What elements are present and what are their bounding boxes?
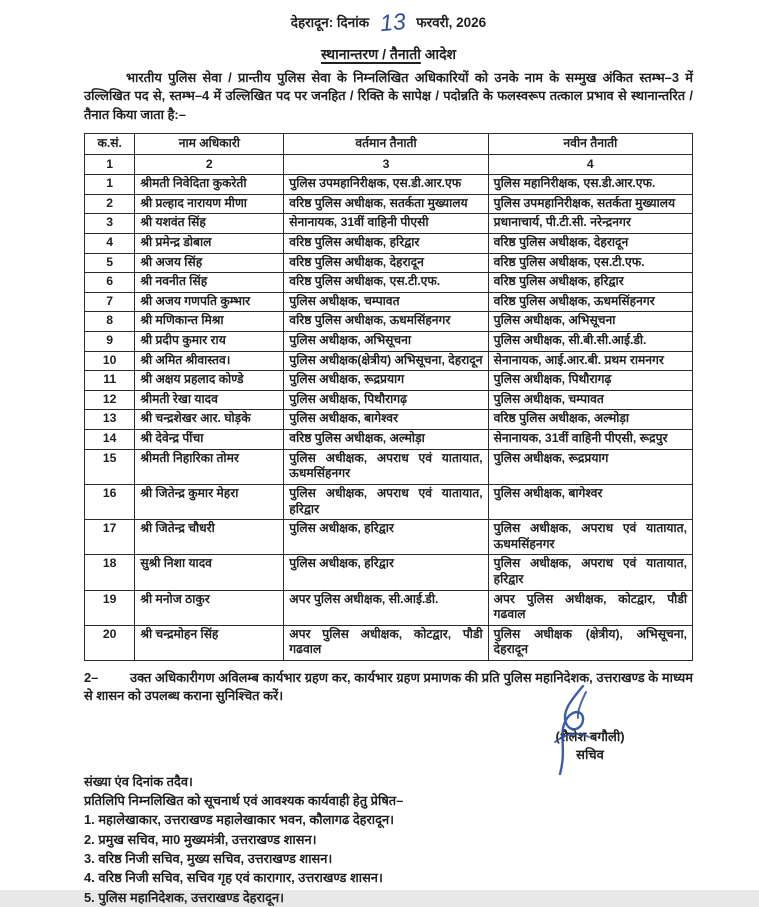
cell-new-posting: पुलिस अधीक्षक, बागेश्वर <box>488 484 692 519</box>
cell-new-posting: पुलिस अधीक्षक, पिथौरागढ़ <box>488 371 692 391</box>
cell-new-posting: पुलिस महानिरीक्षक, एस.डी.आर.एफ. <box>488 175 692 195</box>
cell-current-posting: पुलिस अधीक्षक, चम्पावत <box>284 292 488 312</box>
cell-officer-name: श्री अमित श्रीवास्तव। <box>135 351 284 371</box>
column-header-new: नवीन तैनाती <box>488 133 692 154</box>
cell-new-posting: सेनानायक, आई.आर.बी. प्रथम रामनगर <box>488 351 692 371</box>
cell-officer-name: श्री अक्षय प्रहलाद कोण्डे <box>135 371 284 391</box>
recipient-item: 5. पुलिस महानिदेशक, उत्तराखण्ड देहरादून। <box>84 889 284 905</box>
cell-current-posting: सेनानायक, 31वीं वाहिनी पीएसी <box>284 214 488 234</box>
cell-serial: 16 <box>85 484 135 519</box>
cell-current-posting: वरिष्ठ पुलिस अधीक्षक, देहरादून <box>284 253 488 273</box>
copy-forward-heading: प्रतिलिपि निम्नलिखित को सूचनार्थ एवं आवश्यक कार्यवाही हेतु प्रेषित– <box>84 792 404 808</box>
cell-new-posting: अपर पुलिस अधीक्षक, कोटद्वार, पौडी गढवाल <box>488 590 692 625</box>
header-row-labels <box>85 133 693 154</box>
table-row <box>85 233 693 253</box>
table-row <box>85 273 693 293</box>
cell-officer-name: श्री प्रल्हाद नारायण मीणा <box>135 194 284 214</box>
cell-serial: 3 <box>85 214 135 234</box>
cell-current-posting: पुलिस अधीक्षक, अभिसूचना <box>284 332 488 352</box>
cell-current-posting: पुलिस अधीक्षक, अपराध एवं यातायात, हरिद्वार <box>284 484 488 519</box>
cell-serial: 7 <box>85 292 135 312</box>
header-row-numbers <box>85 154 693 175</box>
cell-current-posting: वरिष्ठ पुलिस अधीक्षक, सतर्कता मुख्यालय <box>284 194 488 214</box>
cell-new-posting: वरिष्ठ पुलिस अधीक्षक, एस.टी.एफ. <box>488 253 692 273</box>
cell-officer-name: श्री देवेन्द्र पींचा <box>135 430 284 450</box>
cell-current-posting: पुलिस अधीक्षक, हरिद्वार <box>284 555 488 590</box>
table-row <box>85 390 693 410</box>
cell-officer-name: श्री अजय सिंह <box>135 253 284 273</box>
column-number-2: 2 <box>135 154 284 175</box>
cell-new-posting: वरिष्ठ पुलिस अधीक्षक, ऊधमसिंहनगर <box>488 292 692 312</box>
cell-new-posting: पुलिस अधीक्षक, रूद्रप्रयाग <box>488 449 692 484</box>
table-row <box>85 625 693 660</box>
table-row <box>85 484 693 519</box>
cell-new-posting: पुलिस अधीक्षक, अभिसूचना <box>488 312 692 332</box>
cell-officer-name: श्री मणिकान्त मिश्रा <box>135 312 284 332</box>
cell-current-posting: अपर पुलिस अधीक्षक, सी.आई.डी. <box>284 590 488 625</box>
cell-current-posting: पुलिस उपमहानिरीक्षक, एस.डी.आर.एफ <box>284 175 488 195</box>
number-date-note: संख्या एंव दिनांक तदैव। <box>84 773 193 789</box>
table-row <box>85 371 693 391</box>
cell-new-posting: वरिष्ठ पुलिस अधीक्षक, देहरादून <box>488 233 692 253</box>
cell-serial: 13 <box>85 410 135 430</box>
cell-new-posting: वरिष्ठ पुलिस अधीक्षक, हरिद्वार <box>488 273 692 293</box>
table-row <box>85 175 693 195</box>
column-header-current: वर्तमान तैनाती <box>284 133 488 154</box>
column-number-1: 1 <box>85 154 135 175</box>
table-body <box>85 175 693 661</box>
cell-officer-name: श्री नवनीत सिंह <box>135 273 284 293</box>
cell-new-posting: पुलिस अधीक्षक (क्षेत्रीय), अभिसूचना, देहरादून <box>488 625 692 660</box>
cell-officer-name: श्री प्रदीप कुमार राय <box>135 332 284 352</box>
cell-officer-name: सुश्री निशा यादव <box>135 555 284 590</box>
table-row <box>85 194 693 214</box>
cell-current-posting: पुलिस अधीक्षक, अपराध एवं यातायात, ऊधमसिंहनगर <box>284 449 488 484</box>
cell-serial: 4 <box>85 233 135 253</box>
document-title-rest: आदेश <box>420 46 457 62</box>
cell-serial: 15 <box>85 449 135 484</box>
cell-serial: 5 <box>85 253 135 273</box>
recipient-item: 3. वरिष्ठ निजी सचिव, मुख्य सचिव, उत्तराखण्ड शासन। <box>84 851 333 867</box>
cell-new-posting: पुलिस उपमहानिरीक्षक, सतर्कता मुख्यालय <box>488 194 692 214</box>
intro-paragraph: भारतीय पुलिस सेवा / प्रान्तीय पुलिस सेवा के निम्नलिखित अधिकारियों को उनके नाम के सम्मुख अंकित स्तम्भ–3 में उल्लिखित पद से, स्तम्भ–4 में उल्लिखित पद पर जनहित / रिक्ति के सापेक्ष / पदोन्नति के फलस्वरूप तत्काल प्रभाव से स्थानान्तरित / तैनात किया जाता है:– <box>84 70 693 122</box>
cell-serial: 14 <box>85 430 135 450</box>
cell-officer-name: श्री अजय गणपति कुम्भार <box>135 292 284 312</box>
cell-officer-name: श्री जितेन्द्र चौधरी <box>135 520 284 555</box>
cell-officer-name: श्रीमती निहारिका तोमर <box>135 449 284 484</box>
cell-serial: 20 <box>85 625 135 660</box>
table-row <box>85 449 693 484</box>
cell-serial: 10 <box>85 351 135 371</box>
table-row <box>85 253 693 273</box>
cell-serial: 6 <box>85 273 135 293</box>
signature-block <box>505 728 675 766</box>
cell-officer-name: श्रीमती निवेदिता कुकरेती <box>135 175 284 195</box>
cell-serial: 19 <box>85 590 135 625</box>
cell-officer-name: श्री मनोज ठाकुर <box>135 590 284 625</box>
document-title-underlined: स्थानान्तरण / तैनाती <box>320 46 421 62</box>
document-title <box>84 45 693 64</box>
table-row <box>85 312 693 332</box>
column-header-serial: क.सं. <box>85 133 135 154</box>
order-paragraph <box>84 669 693 706</box>
cell-serial: 8 <box>85 312 135 332</box>
cell-new-posting: पुलिस अधीक्षक, अपराध एवं यातायात, ऊधमसिंहनगर <box>488 520 692 555</box>
column-header-name: नाम अधिकारी <box>135 133 284 154</box>
table-row <box>85 410 693 430</box>
cell-current-posting: पुलिस अधीक्षक(क्षेत्रीय) अभिसूचना, देहरादून <box>284 351 488 371</box>
cell-new-posting: पुलिस अधीक्षक, सी.बी.सी.आई.डी. <box>488 332 692 352</box>
signature-area <box>84 706 693 772</box>
cell-current-posting: पुलिस अधीक्षक, बागेश्वर <box>284 410 488 430</box>
cell-current-posting: वरिष्ठ पुलिस अधीक्षक, हरिद्वार <box>284 233 488 253</box>
cell-new-posting: वरिष्ठ पुलिस अधीक्षक, अल्मोड़ा <box>488 410 692 430</box>
table-row <box>85 555 693 590</box>
cell-serial: 11 <box>85 371 135 391</box>
date-suffix: फरवरी, 2026 <box>416 15 487 30</box>
table-row <box>85 351 693 371</box>
cell-officer-name: श्रीमती रेखा यादव <box>135 390 284 410</box>
cell-current-posting: वरिष्ठ पुलिस अधीक्षक, एस.टी.एफ. <box>284 273 488 293</box>
cell-new-posting: पुलिस अधीक्षक, अपराध एवं यातायात, हरिद्वार <box>488 555 692 590</box>
table-row <box>85 332 693 352</box>
cell-current-posting: अपर पुलिस अधीक्षक, कोटद्वार, पौडी गढवाल <box>284 625 488 660</box>
cell-serial: 12 <box>85 390 135 410</box>
cell-serial: 1 <box>85 175 135 195</box>
cell-current-posting: पुलिस अधीक्षक, रूद्रप्रयाग <box>284 371 488 391</box>
cell-serial: 18 <box>85 555 135 590</box>
table-row <box>85 430 693 450</box>
table-row <box>85 214 693 234</box>
cell-current-posting: वरिष्ठ पुलिस अधीक्षक, अल्मोड़ा <box>284 430 488 450</box>
cell-officer-name: श्री जितेन्द्र कुमार मेहरा <box>135 484 284 519</box>
table-row <box>85 292 693 312</box>
cell-officer-name: श्री यशवंत सिंह <box>135 214 284 234</box>
transfer-table <box>84 133 693 661</box>
recipient-list <box>84 810 693 907</box>
cell-officer-name: श्री प्रमेन्द्र डोबाल <box>135 233 284 253</box>
handwritten-day: 13 <box>378 7 407 37</box>
cell-officer-name: श्री चन्द्रमोहन सिंह <box>135 625 284 660</box>
cell-new-posting: पुलिस अधीक्षक, चम्पावत <box>488 390 692 410</box>
signatory-name: (शैलेश बगौली) <box>555 728 625 744</box>
date-line <box>84 6 693 36</box>
column-number-4: 4 <box>488 154 692 175</box>
signatory-title: सचिव <box>576 747 604 763</box>
cell-serial: 2 <box>85 194 135 214</box>
cell-officer-name: श्री चन्द्रशेखर आर. घोड़के <box>135 410 284 430</box>
table-row <box>85 520 693 555</box>
cell-serial: 17 <box>85 520 135 555</box>
recipient-item: 4. वरिष्ठ निजी सचिव, सचिव गृह एवं कारागार, उत्तराखण्ड शासन। <box>84 870 383 886</box>
transfer-table-header <box>85 133 693 174</box>
cell-new-posting: प्रधानाचार्य, पी.टी.सी. नरेन्द्रनगर <box>488 214 692 234</box>
cell-new-posting: सेनानायक, 31वीं वाहिनी पीएसी, रूद्रपुर <box>488 430 692 450</box>
distribution-section <box>84 772 693 907</box>
recipient-item: 2. प्रमुख सचिव, मा0 मुख्यमंत्री, उत्तराखण्ड शासन। <box>84 831 317 847</box>
table-row <box>85 590 693 625</box>
recipient-item: 1. महालेखाकार, उत्तराखण्ड महालेखाकार भवन, कौलागढ देहरादून। <box>84 812 395 828</box>
column-number-3: 3 <box>284 154 488 175</box>
cell-current-posting: वरिष्ठ पुलिस अधीक्षक, ऊधमसिंहनगर <box>284 312 488 332</box>
cell-current-posting: पुलिस अधीक्षक, हरिद्वार <box>284 520 488 555</box>
cell-current-posting: पुलिस अधीक्षक, पिथौरागढ़ <box>284 390 488 410</box>
order-paragraph-text: उक्त अधिकारीगण अविलम्ब कार्यभार ग्रहण कर, कार्यभार ग्रहण प्रमाणक की प्रति पुलिस महानिदेशक, उत्तराखण्ड के माध्यम से शासन को उपलब्ध कराना सुनिश्चित करें। <box>84 670 693 704</box>
order-paragraph-number: 2– <box>84 670 99 685</box>
place-date-prefix: देहरादून: दिनांक <box>290 15 370 30</box>
cell-serial: 9 <box>85 332 135 352</box>
